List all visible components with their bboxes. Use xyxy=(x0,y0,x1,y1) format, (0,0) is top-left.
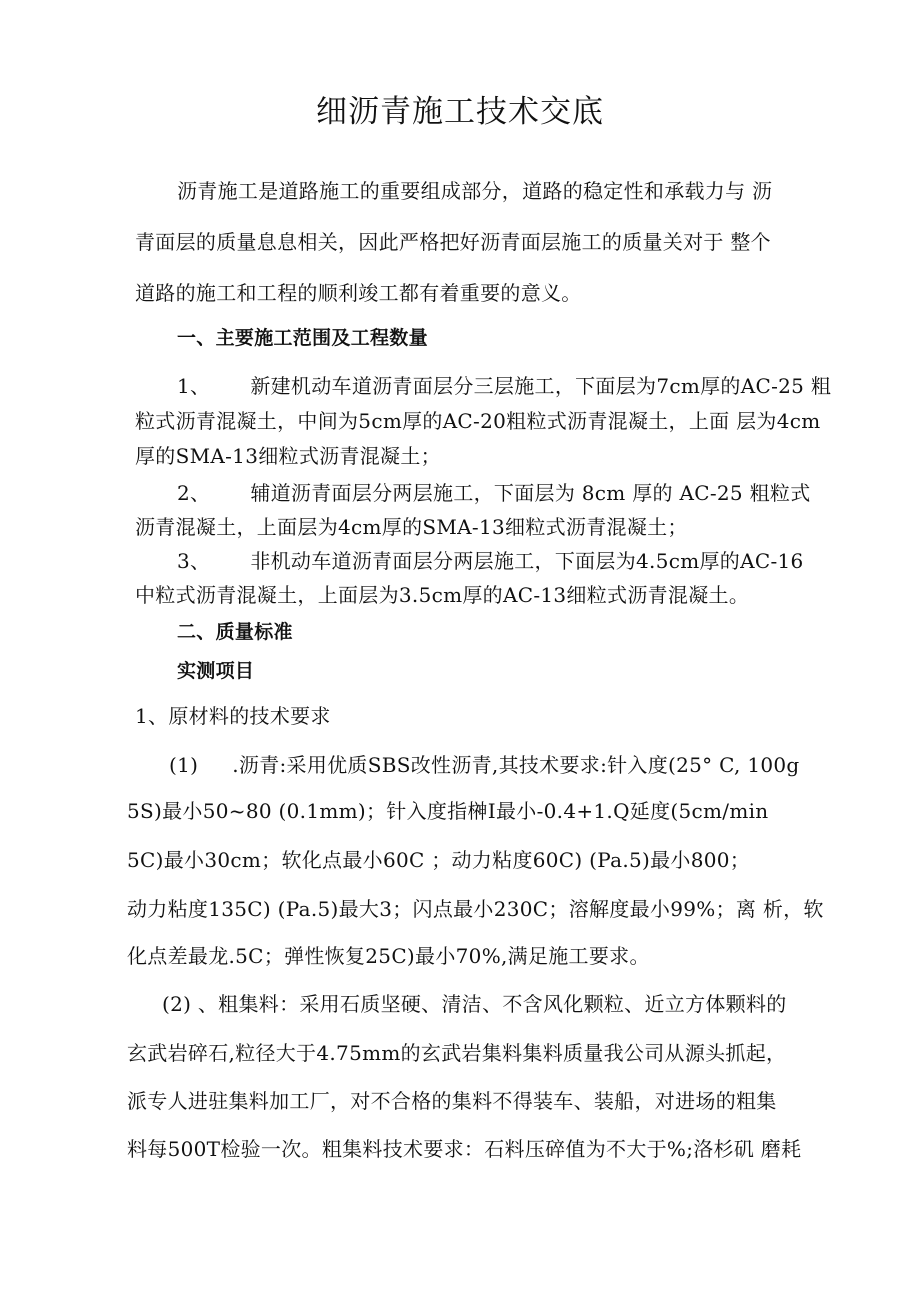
asphalt-line-3: 5C)最小30cm；软化点最小60C ；动力粘度60C) (Pa.5)最小800； xyxy=(127,848,751,872)
asphalt-number: (1) xyxy=(169,753,199,777)
item-2-number: 2、 xyxy=(177,481,211,505)
item-1-text: 新建机动车道沥青面层分三层施工，下面层为7cm厚的AC-25 粗 xyxy=(250,374,832,398)
item-1-first-line xyxy=(177,372,831,400)
subheading-measured-items: 实测项目 xyxy=(177,660,255,682)
item-1-number: 1、 xyxy=(177,374,211,398)
item-3-number: 3、 xyxy=(177,549,211,573)
item-2-first-line xyxy=(177,479,811,507)
coarse-aggregate-line-3: 派专人进驻集料加工厂，对不合格的集料不得装车、装船，对进场的粗集 xyxy=(127,1089,777,1113)
item-2-text: 辅道沥青面层分两层施工，下面层为 8cm 厚的 AC-25 粗粒式 xyxy=(250,481,811,505)
intro-line-1: 沥青施工是道路施工的重要组成部分，道路的稳定性和承载力与 沥 xyxy=(177,179,773,203)
raw-material-requirements-heading: 1、原材料的技术要求 xyxy=(135,704,331,728)
asphalt-line-2: 5S)最小50~80 (0.1mm)；针入度指榊I最小-0.4+1.Q延度(5cm/min xyxy=(127,799,769,823)
asphalt-line-5: 化点差最龙.5C；弹性恢复25C)最小70%,满足施工要求。 xyxy=(127,944,650,968)
item-3-text: 非机动车道沥青面层分两层施工，下面层为4.5cm厚的AC-16 xyxy=(250,549,804,573)
section-1-heading: 一、主要施工范围及工程数量 xyxy=(177,327,428,349)
item-3-first-line xyxy=(177,547,804,575)
item-3-line-2: 中粒式沥青混凝土，上面层为3.5cm厚的AC-13细粒式沥青混凝土。 xyxy=(135,583,750,607)
item-2-line-2: 沥青混凝土，上面层为4cm厚的SMA-13细粒式沥青混凝土； xyxy=(135,515,688,539)
coarse-aggregate-line-4: 料每500T检验一次。粗集料技术要求：石料压碎值为不大于%;洛杉矶 磨耗 xyxy=(127,1137,802,1161)
asphalt-text: .沥青:采用优质SBS改性沥青,其技术要求:针入度(25° C, 100g xyxy=(232,753,800,777)
asphalt-first-line xyxy=(169,751,800,779)
section-2-heading: 二、质量标准 xyxy=(177,621,293,643)
coarse-aggregate-line-1: (2) 、粗集料：采用石质坚硬、清洁、不含风化颗粒、近立方体颗料的 xyxy=(162,992,787,1016)
item-1-line-3: 厚的SMA-13细粒式沥青混凝土； xyxy=(135,444,441,468)
intro-line-3: 道路的施工和工程的顺利竣工都有着重要的意义。 xyxy=(135,281,582,305)
intro-line-2: 青面层的质量息息相关，因此严格把好沥青面层施工的质量关对于 整个 xyxy=(135,230,771,254)
coarse-aggregate-line-2: 玄武岩碎石,粒径大于4.75mm的玄武岩集料集料质量我公司从源头抓起， xyxy=(127,1041,787,1065)
page-title: 细沥青施工技术交底 xyxy=(316,94,604,130)
item-1-line-2: 粒式沥青混凝土，中间为5cm厚的AC-20粗粒式沥青混凝土，上面 层为4cm xyxy=(135,409,821,433)
asphalt-line-4: 动力粘度135C) (Pa.5)最大3；闪点最小230C；溶解度最小99%；离 析，软 xyxy=(127,897,824,921)
